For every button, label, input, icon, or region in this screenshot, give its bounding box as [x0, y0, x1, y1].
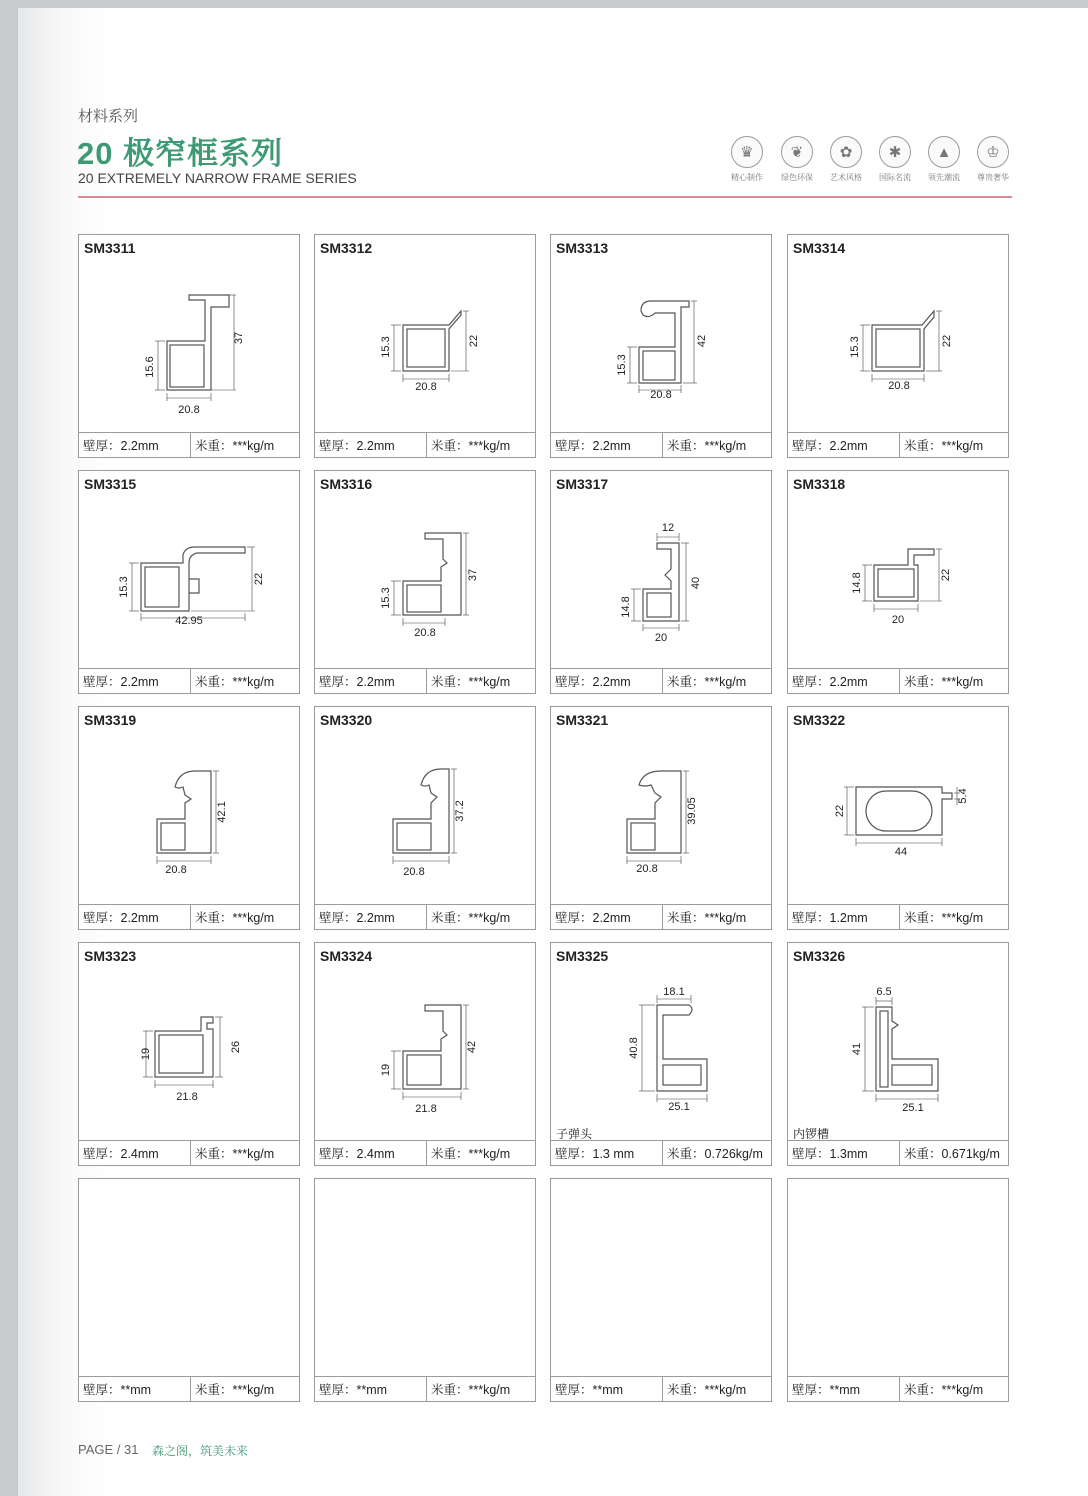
wall-thickness: 壁厚：1.3mm: [788, 1141, 900, 1165]
wall-thickness: 壁厚：**mm: [315, 1377, 427, 1401]
profile-specs: [551, 1140, 771, 1165]
dim-label: 15.6: [144, 356, 156, 378]
profile-specs: [551, 668, 771, 693]
dim-label: 20.8: [178, 404, 200, 416]
dim-label: 19: [140, 1047, 152, 1061]
profile-card-sm3313: [550, 234, 772, 458]
dim-label: 5.4: [957, 788, 969, 804]
wall-thickness: 壁厚：2.2mm: [79, 905, 191, 929]
dim-label: 20.8: [650, 389, 672, 401]
feature-crown: ♔ 尊贵奢华: [968, 136, 1018, 183]
meter-weight: 米重：***kg/m: [431, 439, 511, 453]
dim-label: 26: [230, 1040, 242, 1054]
profile-drawing: [315, 943, 537, 1143]
dim-label: 20: [654, 632, 668, 644]
page-subtitle: 20 EXTREMELY NARROW FRAME SERIES: [78, 170, 357, 186]
profile-drawing: [551, 707, 773, 907]
dim-label: 40: [690, 576, 702, 590]
meter-weight: 米重：***kg/m: [431, 1383, 511, 1397]
feature-globe: ✱ 国际名流: [870, 136, 920, 183]
meter-weight: 米重：***kg/m: [195, 1147, 275, 1161]
wall-thickness: 壁厚：**mm: [551, 1377, 663, 1401]
profile-code: SM3323: [84, 948, 137, 964]
profile-card-sm3317: [550, 470, 772, 694]
profile-card-sm3323: [78, 942, 300, 1166]
profile-specs: [315, 904, 535, 929]
dim-label: 25.1: [902, 1102, 924, 1114]
profile-code: SM3314: [793, 240, 846, 256]
profile-specs: [79, 1376, 299, 1401]
profile-drawing: [788, 235, 1010, 435]
profile-code: SM3313: [556, 240, 609, 256]
feature-icons: [722, 136, 1018, 186]
profile-code: SM3319: [84, 712, 137, 728]
wall-thickness: 壁厚：2.2mm: [315, 669, 427, 693]
profile-specs: [551, 1376, 771, 1401]
profile-card-sm3315: [78, 470, 300, 694]
profile-card-sm3322: [787, 706, 1009, 930]
profile-drawing: [315, 707, 537, 907]
meter-weight: 米重：***kg/m: [195, 675, 275, 689]
profile-card-empty: [78, 1178, 300, 1402]
dim-label: 20: [891, 614, 905, 626]
wall-thickness: 壁厚：2.4mm: [315, 1141, 427, 1165]
profile-specs: [788, 668, 1008, 693]
profile-drawing: [551, 471, 773, 671]
profile-code: SM3312: [320, 240, 373, 256]
meter-weight: 米重：0.671kg/m: [904, 1147, 1000, 1161]
dim-label: 14.8: [851, 572, 863, 594]
dim-label: 20.8: [415, 381, 437, 393]
dim-label: 15.3: [118, 576, 130, 598]
meter-weight: 米重：0.726kg/m: [667, 1147, 763, 1161]
dim-label: 37: [467, 568, 479, 582]
profile-drawing: [79, 943, 301, 1143]
profile-drawing: [79, 707, 301, 907]
wall-thickness: 壁厚：2.2mm: [551, 669, 663, 693]
profile-card-sm3321: [550, 706, 772, 930]
lotus-icon: ✿: [830, 136, 862, 168]
dim-label: 22: [940, 568, 952, 582]
profile-card-sm3324: [314, 942, 536, 1166]
profile-drawing: [315, 471, 537, 671]
wall-thickness: 壁厚：**mm: [788, 1377, 900, 1401]
profile-drawing: [788, 471, 1010, 671]
profile-specs: [315, 1140, 535, 1165]
wall-thickness: 壁厚：**mm: [79, 1377, 191, 1401]
dim-label: 42.1: [216, 801, 228, 823]
header-divider: [78, 196, 1012, 198]
profile-card-sm3316: [314, 470, 536, 694]
profile-specs: [788, 1376, 1008, 1401]
dim-label: 21.8: [176, 1091, 198, 1103]
dim-label: 18.1: [663, 986, 685, 998]
meter-weight: 米重：***kg/m: [904, 439, 984, 453]
profile-card-sm3320: [314, 706, 536, 930]
brand-slogan: 森之阁，筑美未来: [152, 1444, 249, 1458]
profile-specs: [788, 904, 1008, 929]
dim-label: 20.8: [888, 380, 910, 392]
profile-code: SM3326: [793, 948, 846, 964]
meter-weight: 米重：***kg/m: [195, 911, 275, 925]
profile-specs: [79, 1140, 299, 1165]
profile-specs: [551, 904, 771, 929]
wall-thickness: 壁厚：2.2mm: [79, 669, 191, 693]
wall-thickness: 壁厚：2.2mm: [79, 433, 191, 457]
dim-label: 40.8: [628, 1037, 640, 1059]
dim-label: 22: [253, 572, 265, 586]
wall-thickness: 壁厚：1.2mm: [788, 905, 900, 929]
dim-label: 15.3: [616, 354, 628, 376]
profile-specs: [79, 668, 299, 693]
series-category: 材料系列: [78, 108, 139, 125]
wall-thickness: 壁厚：2.2mm: [788, 433, 900, 457]
profile-specs: [551, 432, 771, 457]
wall-thickness: 壁厚：2.2mm: [315, 905, 427, 929]
wall-thickness: 壁厚：2.2mm: [788, 669, 900, 693]
meter-weight: 米重：***kg/m: [667, 911, 747, 925]
profile-code: SM3321: [556, 712, 609, 728]
dim-label: 12: [661, 522, 675, 534]
profile-specs: [788, 432, 1008, 457]
profile-card-sm3314: [787, 234, 1009, 458]
profile-card-sm3325: [550, 942, 772, 1166]
profile-drawing: [551, 235, 773, 435]
dim-label: 22: [834, 804, 846, 818]
profile-specs: [79, 904, 299, 929]
crown-icon: ♔: [977, 136, 1009, 168]
dim-label: 42: [696, 334, 708, 348]
profile-card-empty: [550, 1178, 772, 1402]
wall-thickness: 壁厚：2.4mm: [79, 1141, 191, 1165]
profile-specs: [315, 432, 535, 457]
meter-weight: 米重：***kg/m: [667, 675, 747, 689]
profile-specs: [315, 668, 535, 693]
profile-card-sm3326: [787, 942, 1009, 1166]
profile-note: 内锣槽: [793, 1127, 830, 1141]
wall-thickness: 壁厚：1.3 mm: [551, 1141, 663, 1165]
profile-note: 子弹头: [556, 1127, 593, 1141]
dim-label: 37: [233, 331, 245, 345]
meter-weight: 米重：***kg/m: [431, 911, 511, 925]
meter-weight: 米重：***kg/m: [904, 675, 984, 689]
dim-label: 15.3: [380, 587, 392, 609]
meter-weight: 米重：***kg/m: [667, 1383, 747, 1397]
profile-code: SM3316: [320, 476, 373, 492]
dim-label: 42.95: [175, 615, 203, 627]
dim-label: 41: [851, 1042, 863, 1056]
profile-drawing: [788, 943, 1010, 1143]
dim-label: 44: [894, 846, 908, 858]
trophy-icon: ♛: [731, 136, 763, 168]
dim-label: 22: [941, 334, 953, 348]
wall-thickness: 壁厚：2.2mm: [551, 433, 663, 457]
profile-card-sm3311: [78, 234, 300, 458]
meter-weight: 米重：***kg/m: [667, 439, 747, 453]
dim-label: 15.3: [849, 336, 861, 358]
profile-card-sm3319: [78, 706, 300, 930]
profile-code: SM3317: [556, 476, 609, 492]
profile-drawing: [788, 707, 1010, 907]
feature-mountain: ▲ 领先潮流: [919, 136, 969, 183]
profile-code: SM3325: [556, 948, 609, 964]
globe-icon: ✱: [879, 136, 911, 168]
dim-label: 21.8: [415, 1103, 437, 1115]
profile-card-empty: [314, 1178, 536, 1402]
profile-code: SM3324: [320, 948, 373, 964]
meter-weight: 米重：***kg/m: [195, 439, 275, 453]
profile-code: SM3311: [84, 240, 136, 256]
dim-label: 37.2: [454, 800, 466, 822]
feature-trophy: ♛ 精心制作: [722, 136, 772, 183]
meter-weight: 米重：***kg/m: [904, 1383, 984, 1397]
mountain-icon: ▲: [928, 136, 960, 168]
profile-specs: [315, 1376, 535, 1401]
dim-label: 20.8: [414, 627, 436, 639]
meter-weight: 米重：***kg/m: [431, 1147, 511, 1161]
dim-label: 22: [468, 334, 480, 348]
dim-label: 39.05: [686, 797, 698, 825]
meter-weight: 米重：***kg/m: [904, 911, 984, 925]
dim-label: 15.3: [380, 336, 392, 358]
dim-label: 20.8: [403, 866, 425, 878]
profile-code: SM3318: [793, 476, 846, 492]
profile-specs: [79, 432, 299, 457]
wall-thickness: 壁厚：2.2mm: [315, 433, 427, 457]
dim-label: 6.5: [876, 986, 892, 998]
feature-leaf: ❦ 绿色环保: [772, 136, 822, 183]
dim-label: 25.1: [668, 1101, 690, 1113]
dim-label: 14.8: [620, 596, 632, 618]
meter-weight: 米重：***kg/m: [195, 1383, 275, 1397]
feature-lotus: ✿ 艺术风格: [821, 136, 871, 183]
profile-drawing: [315, 235, 537, 435]
profile-card-empty: [787, 1178, 1009, 1402]
profile-code: SM3322: [793, 712, 846, 728]
page-number: PAGE / 31: [78, 1442, 139, 1457]
profile-drawing: [79, 471, 301, 671]
profile-card-sm3312: [314, 234, 536, 458]
dim-label: 20.8: [165, 864, 187, 876]
leaf-icon: ❦: [781, 136, 813, 168]
profile-code: SM3315: [84, 476, 137, 492]
profile-code: SM3320: [320, 712, 373, 728]
dim-label: 19: [380, 1063, 392, 1077]
page-title: 20 极窄框系列: [77, 136, 284, 171]
dim-label: 20.8: [636, 863, 658, 875]
profile-drawing: [79, 235, 301, 435]
profile-specs: [788, 1140, 1008, 1165]
dim-label: 42: [466, 1040, 478, 1054]
wall-thickness: 壁厚：2.2mm: [551, 905, 663, 929]
profile-drawing: [551, 943, 773, 1143]
meter-weight: 米重：***kg/m: [431, 675, 511, 689]
profile-card-sm3318: [787, 470, 1009, 694]
